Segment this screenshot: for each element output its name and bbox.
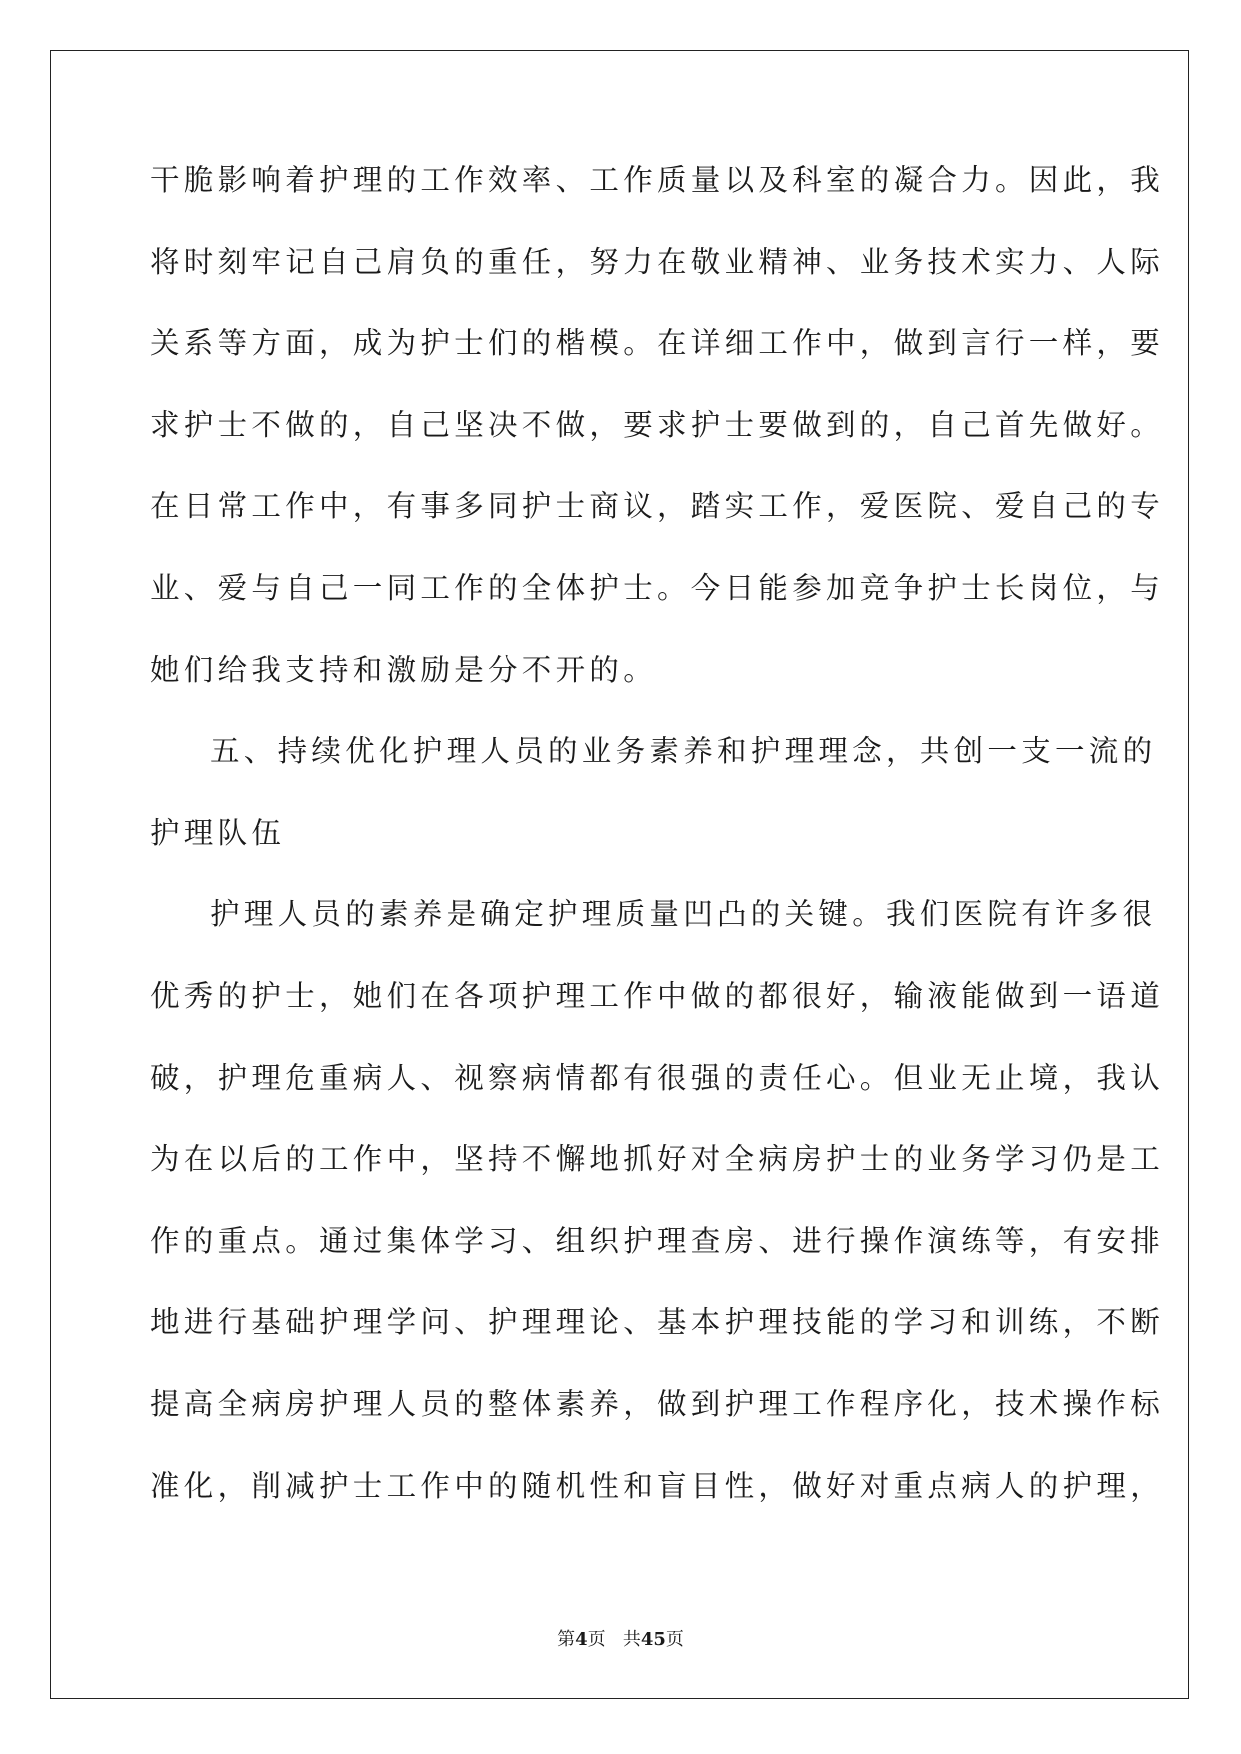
footer-total-pages: 45	[640, 1629, 666, 1650]
text-line: 在日常工作中，有事多同护士商议，踏实工作，爱医院、爱自己的专	[150, 489, 1165, 524]
footer-page-suffix: 页	[587, 1629, 606, 1650]
footer-total-suffix: 页	[665, 1629, 684, 1650]
text-line: 业、爱与自己一同工作的全体护士。今日能参加竞争护士长岗位，与	[150, 570, 1165, 605]
footer-total-prefix: 共	[622, 1629, 641, 1650]
document-body	[150, 160, 1165, 1547]
text-line: 为在以后的工作中，坚持不懈地抓好对全病房护士的业务学习仍是工	[150, 1142, 1165, 1177]
text-line: 她们给我支持和激励是分不开的。	[150, 652, 658, 687]
text-line: 破，护理危重病人、视察病情都有很强的责任心。但业无止境，我认	[150, 1060, 1165, 1095]
text-line: 关系等方面，成为护士们的楷模。在详细工作中，做到言行一样，要	[150, 326, 1165, 361]
text-line: 准化，削减护士工作中的随机性和盲目性，做好对重点病人的护理，	[150, 1468, 1165, 1503]
footer-page-number: 4	[575, 1629, 588, 1650]
text-line: 将时刻牢记自己肩负的重任，努力在敬业精神、业务技术实力、人际	[150, 244, 1165, 279]
text-line: 优秀的护士，她们在各项护理工作中做的都很好，输液能做到一语道	[150, 978, 1165, 1013]
section-heading-line: 五、持续优化护理人员的业务素养和护理理念，共创一支一流的	[210, 734, 1157, 769]
text-line: 作的重点。通过集体学习、组织护理查房、进行操作演练等，有安排	[150, 1223, 1165, 1258]
text-line: 地进行基础护理学问、护理理论、基本护理技能的学习和训练，不断	[150, 1305, 1165, 1340]
footer-page-prefix: 第	[557, 1629, 576, 1650]
page-footer	[0, 1625, 1241, 1651]
text-line: 干脆影响着护理的工作效率、工作质量以及科室的凝合力。因此，我	[150, 163, 1165, 197]
text-line: 护理人员的素养是确定护理质量凹凸的关键。我们医院有许多很	[210, 897, 1157, 932]
text-line: 提高全病房护理人员的整体素养，做到护理工作程序化，技术操作标	[150, 1386, 1165, 1421]
text-line: 求护士不做的，自己坚决不做，要求护士要做到的，自己首先做好。	[150, 407, 1165, 442]
section-heading-line: 护理队伍	[150, 815, 286, 850]
